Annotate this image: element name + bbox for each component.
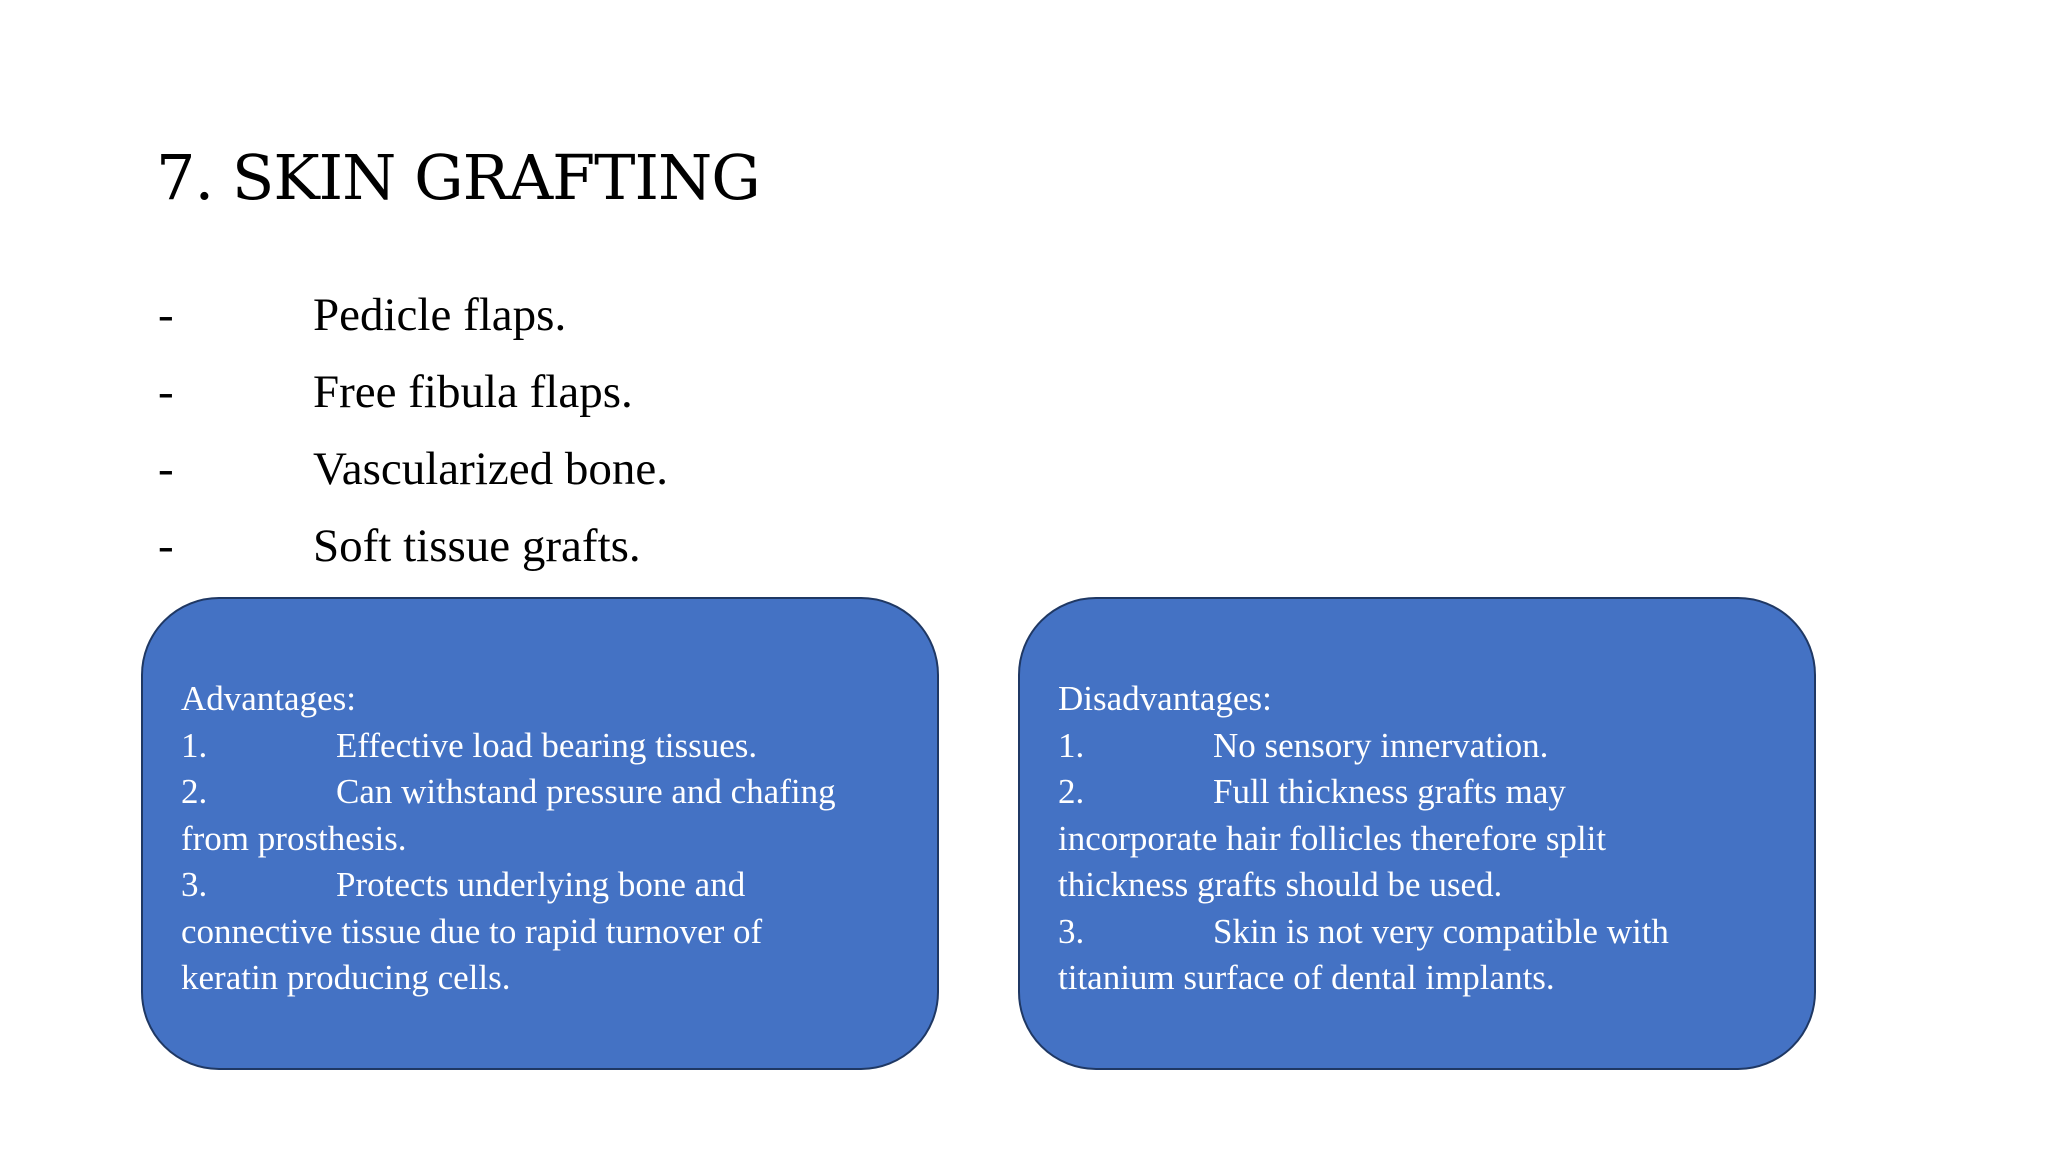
item-line: No sensory innervation. <box>1213 725 1549 765</box>
item-line: incorporate hair follicles therefore split <box>1058 818 1607 858</box>
advantage-item <box>181 862 921 1002</box>
item-number: 2. <box>181 772 208 811</box>
advantages-content <box>181 676 921 1002</box>
item-line: Protects underlying bone and <box>336 865 746 904</box>
bullet-text: Vascularized bone. <box>313 443 668 495</box>
item-number: 3. <box>1058 911 1085 951</box>
disadvantages-box <box>1018 597 1816 1070</box>
bullet-text: Free fibula flaps. <box>313 366 633 418</box>
item-number: 3. <box>181 865 208 904</box>
advantage-item <box>181 723 921 770</box>
advantage-item <box>181 769 921 862</box>
disadvantage-item <box>1058 723 1798 770</box>
disadvantage-item <box>1058 769 1798 909</box>
item-line: connective tissue due to rapid turnover of <box>181 911 763 951</box>
slide-title: 7. SKIN GRAFTING <box>156 141 760 214</box>
bullet-marker: - <box>158 289 174 341</box>
item-line: from prosthesis. <box>181 818 407 858</box>
advantages-heading: Advantages: <box>181 679 356 718</box>
bullet-text: Soft tissue grafts. <box>313 520 641 572</box>
item-number: 1. <box>1058 725 1085 765</box>
bullet-marker: - <box>158 520 174 572</box>
item-line: keratin producing cells. <box>181 958 511 997</box>
bullet-marker: - <box>158 443 174 495</box>
bullet-marker: - <box>158 366 174 418</box>
item-line: thickness grafts should be used. <box>1058 865 1503 904</box>
disadvantages-heading: Disadvantages: <box>1058 679 1272 718</box>
item-line: Full thickness grafts may <box>1213 772 1566 811</box>
disadvantage-item <box>1058 909 1798 1002</box>
item-line: Can withstand pressure and chafing <box>336 772 836 811</box>
item-line: Effective load bearing tissues. <box>336 725 758 765</box>
disadvantages-content <box>1058 676 1798 1002</box>
item-number: 1. <box>181 725 208 765</box>
item-number: 2. <box>1058 772 1085 811</box>
item-line: Skin is not very compatible with <box>1213 911 1669 951</box>
item-line: titanium surface of dental implants. <box>1058 958 1555 997</box>
advantages-box <box>141 597 939 1070</box>
bullet-text: Pedicle flaps. <box>313 289 567 341</box>
